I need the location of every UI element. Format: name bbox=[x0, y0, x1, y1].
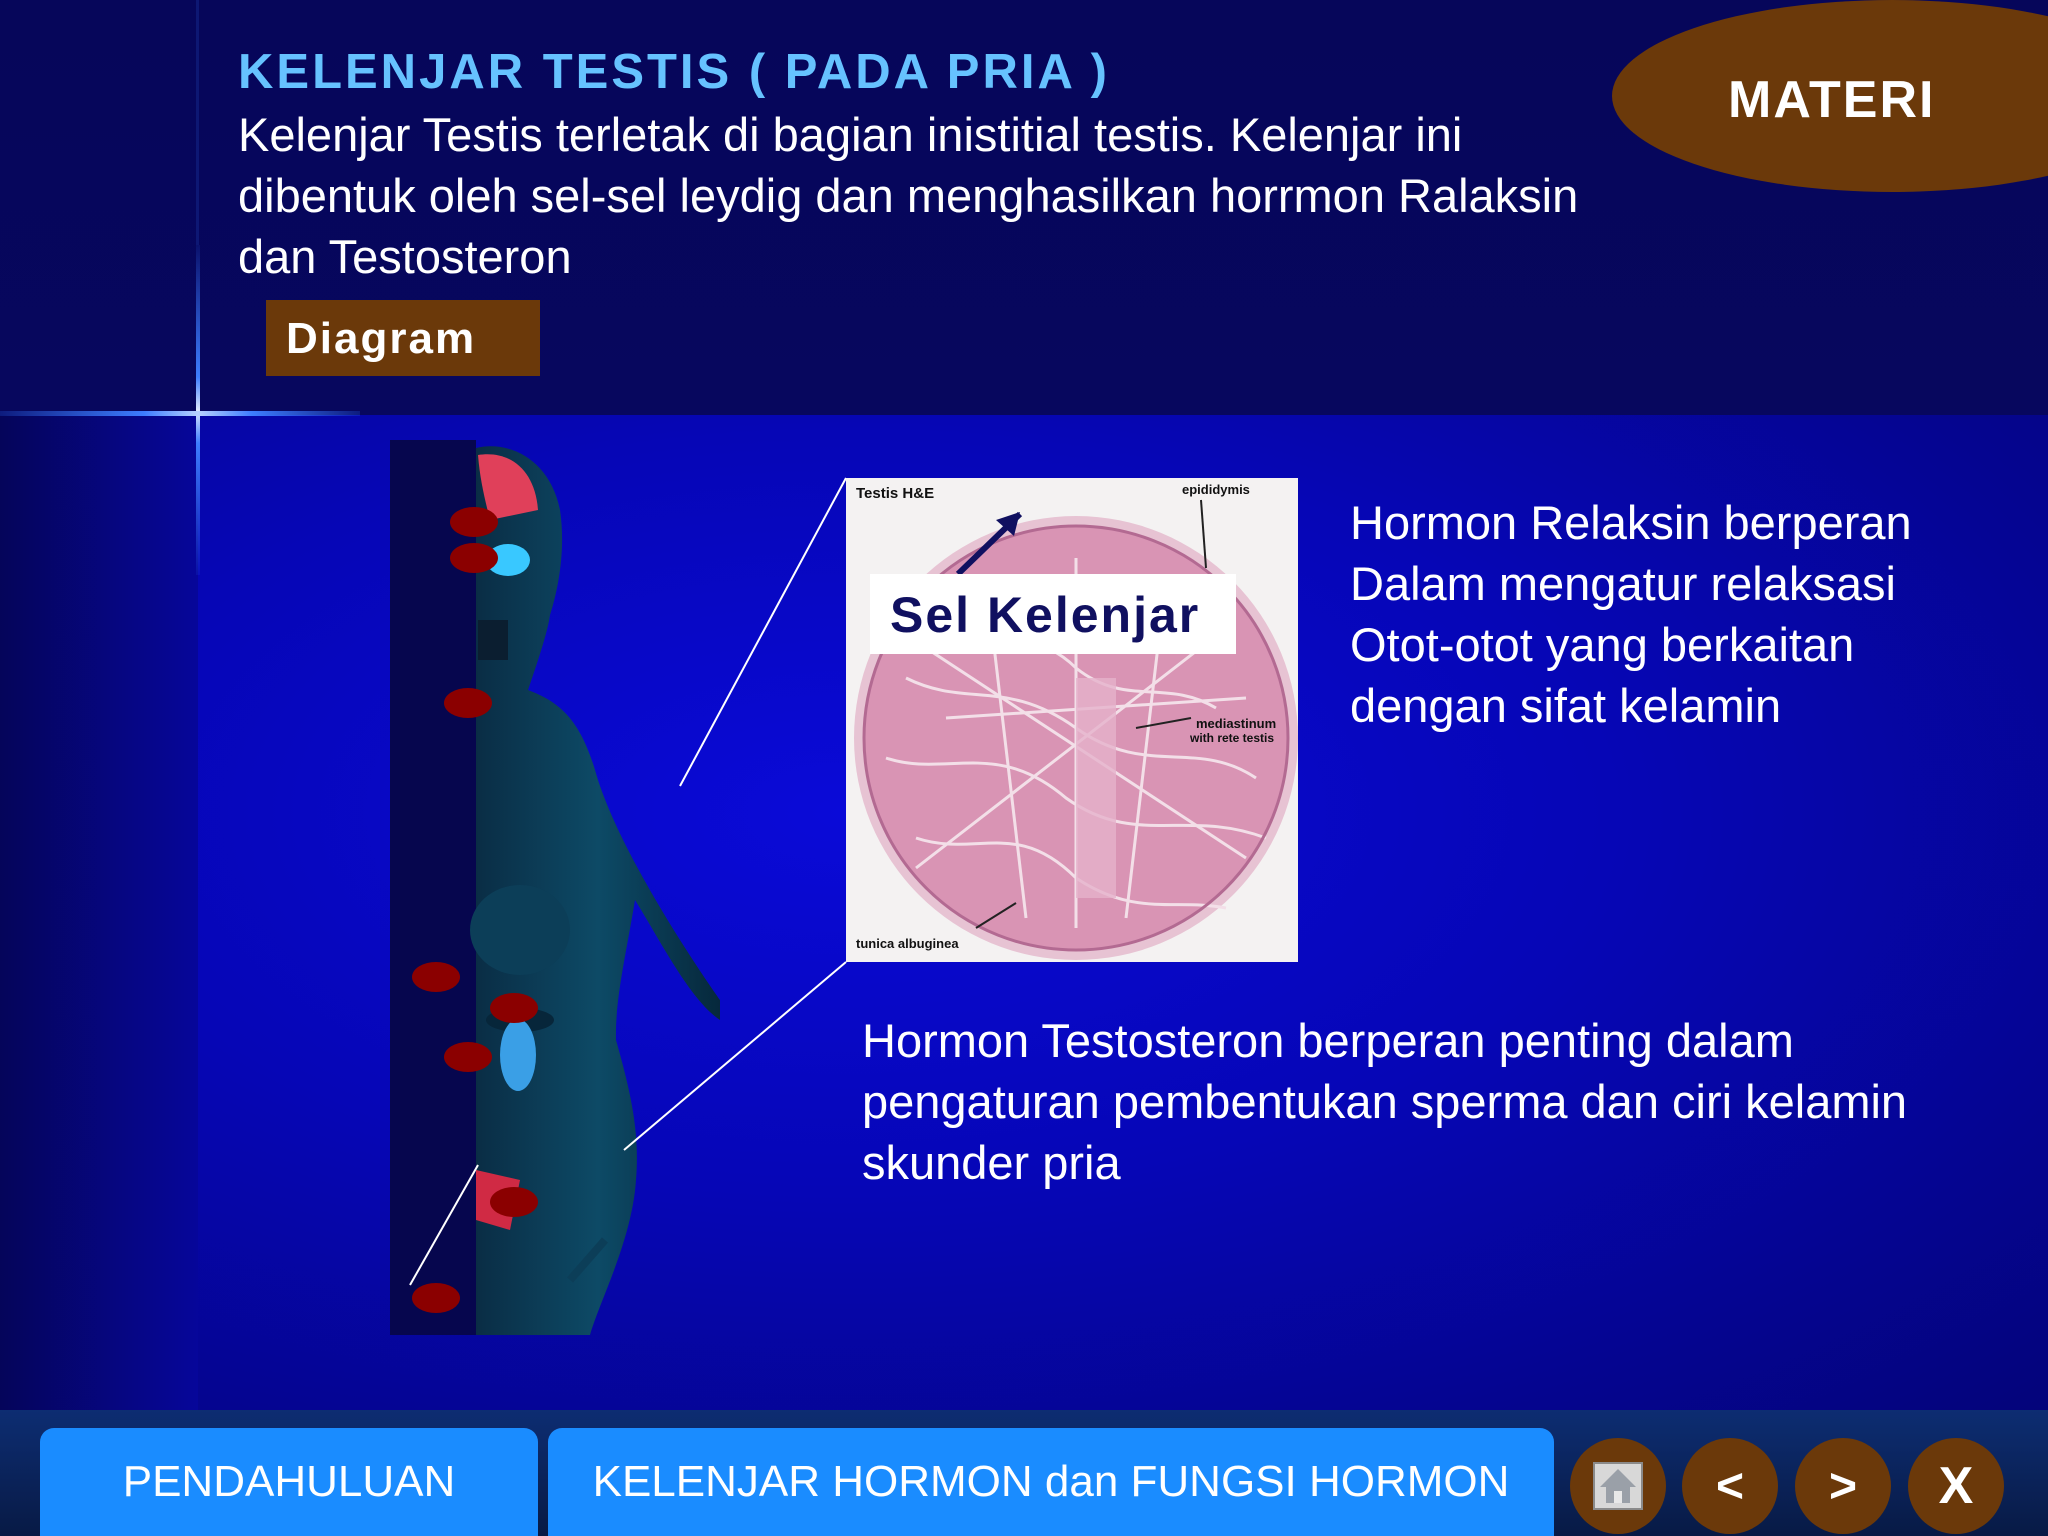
pendahuluan-button[interactable]: PENDAHULUAN bbox=[40, 1428, 538, 1536]
kelenjar-hormon-button[interactable]: KELENJAR HORMON dan FUNGSI HORMON bbox=[548, 1428, 1554, 1536]
label-rete-testis: with rete testis bbox=[1190, 731, 1275, 745]
previous-button[interactable]: < bbox=[1682, 1438, 1778, 1534]
close-button[interactable]: X bbox=[1908, 1438, 2004, 1534]
page-title: KELENJAR TESTIS ( PADA PRIA ) bbox=[238, 45, 1110, 99]
home-icon bbox=[1592, 1461, 1644, 1511]
home-button[interactable] bbox=[1570, 1438, 1666, 1534]
testosteron-text: Hormon Testosteron berperan penting dalam pengaturan pembentukan sperma dan ciri kelamin skunder pria bbox=[862, 1014, 1908, 1189]
mediastinum-region bbox=[1076, 678, 1116, 898]
intro-text: Kelenjar Testis terletak di bagian inistitial testis. Kelenjar ini dibentuk oleh sel-sel leydig dan menghasilkan horrmon Ralaksin dan Testosteron bbox=[238, 108, 1579, 283]
label-mediastinum: mediastinum bbox=[1196, 716, 1277, 731]
materi-label: MATERI bbox=[1728, 71, 1936, 129]
testis-micrograph bbox=[846, 478, 1298, 962]
next-button[interactable]: > bbox=[1795, 1438, 1891, 1534]
sel-kelenjar-callout: Sel Kelenjar bbox=[870, 574, 1236, 654]
micro-title: Testis H&E bbox=[856, 485, 935, 502]
diagram-button[interactable]: Diagram bbox=[266, 300, 540, 376]
relaksin-text: Hormon Relaksin berperan Dalam mengatur relaksasi Otot-otot yang berkaitan dengan sifat kelamin bbox=[1350, 496, 1912, 732]
label-tunica: tunica albuginea bbox=[856, 936, 959, 951]
label-epididymis: epididymis bbox=[1182, 482, 1250, 497]
